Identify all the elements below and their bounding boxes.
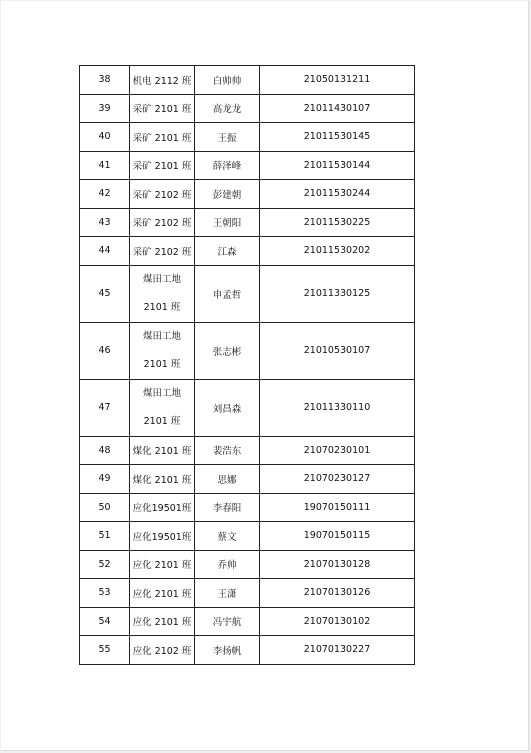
student-id-cell: 21011530225 (260, 208, 415, 237)
class-name-cell: 采矿 2102 班 (130, 208, 195, 237)
row-number-cell: 39 (80, 94, 130, 123)
student-name-cell: 冯宇航 (195, 607, 260, 636)
row-number-cell: 40 (80, 123, 130, 152)
table-row (80, 208, 415, 237)
class-name-cell: 采矿 2102 班 (130, 237, 195, 266)
class-name-cell: 应化 2102 班 (130, 636, 195, 665)
class-name-cell: 采矿 2101 班 (130, 151, 195, 180)
document-page (1, 1, 529, 751)
row-number-cell: 47 (80, 379, 130, 436)
table-row (80, 579, 415, 608)
student-name-cell: 江森 (195, 237, 260, 266)
table-row (80, 237, 415, 266)
row-number-cell: 48 (80, 436, 130, 465)
student-id-cell: 21050131211 (260, 66, 415, 95)
row-number-cell: 49 (80, 465, 130, 494)
class-name-cell: 煤田工地 2101 班 (130, 322, 195, 379)
student-id-cell: 21070130102 (260, 607, 415, 636)
student-id-cell: 21070130128 (260, 550, 415, 579)
row-number-cell: 38 (80, 66, 130, 95)
row-number-cell: 54 (80, 607, 130, 636)
student-name-cell: 裴浩东 (195, 436, 260, 465)
table-row (80, 636, 415, 665)
student-name-cell: 高龙龙 (195, 94, 260, 123)
student-id-cell: 21070130126 (260, 579, 415, 608)
student-id-cell: 21011530202 (260, 237, 415, 266)
row-number-cell: 44 (80, 237, 130, 266)
student-id-cell: 21011430107 (260, 94, 415, 123)
student-id-cell: 21011530145 (260, 123, 415, 152)
student-name-cell: 王潇 (195, 579, 260, 608)
class-name-cell: 机电 2112 班 (130, 66, 195, 95)
table-row (80, 607, 415, 636)
student-name-cell: 蔡文 (195, 522, 260, 551)
student-name-cell: 刘昌森 (195, 379, 260, 436)
table-row (80, 322, 415, 379)
student-id-cell: 21011330110 (260, 379, 415, 436)
student-name-cell: 王朝阳 (195, 208, 260, 237)
class-name-cell: 煤化 2101 班 (130, 465, 195, 494)
table-row (80, 180, 415, 209)
student-name-cell: 彭建朝 (195, 180, 260, 209)
table-row (80, 522, 415, 551)
table-row (80, 465, 415, 494)
class-name-cell: 煤田工地 2101 班 (130, 265, 195, 322)
student-id-cell: 21010530107 (260, 322, 415, 379)
student-name-cell: 王振 (195, 123, 260, 152)
row-number-cell: 50 (80, 493, 130, 522)
class-name-cell: 煤田工地 2101 班 (130, 379, 195, 436)
class-name-cell: 采矿 2101 班 (130, 123, 195, 152)
student-name-cell: 白帅帅 (195, 66, 260, 95)
student-id-cell: 21070130227 (260, 636, 415, 665)
class-name-cell: 应化 2101 班 (130, 550, 195, 579)
row-number-cell: 41 (80, 151, 130, 180)
student-name-cell: 张志彬 (195, 322, 260, 379)
student-id-cell: 21011530144 (260, 151, 415, 180)
class-name-cell: 应化19501班 (130, 493, 195, 522)
student-name-cell: 薛泽峰 (195, 151, 260, 180)
class-name-cell: 采矿 2102 班 (130, 180, 195, 209)
student-id-cell: 21070230127 (260, 465, 415, 494)
table-row (80, 123, 415, 152)
class-name-cell: 采矿 2101 班 (130, 94, 195, 123)
class-name-cell: 应化19501班 (130, 522, 195, 551)
student-name-cell: 李扬帆 (195, 636, 260, 665)
student-name-cell: 李春阳 (195, 493, 260, 522)
row-number-cell: 55 (80, 636, 130, 665)
row-number-cell: 46 (80, 322, 130, 379)
row-number-cell: 51 (80, 522, 130, 551)
student-id-cell: 21011330125 (260, 265, 415, 322)
student-name-cell: 思娜 (195, 465, 260, 494)
student-name-cell: 申孟哲 (195, 265, 260, 322)
roster-body (80, 66, 415, 665)
row-number-cell: 45 (80, 265, 130, 322)
student-roster-table (79, 65, 415, 665)
row-number-cell: 53 (80, 579, 130, 608)
table-row (80, 66, 415, 95)
class-name-cell: 应化 2101 班 (130, 607, 195, 636)
class-name-cell: 煤化 2101 班 (130, 436, 195, 465)
table-row (80, 436, 415, 465)
row-number-cell: 52 (80, 550, 130, 579)
table-row (80, 151, 415, 180)
row-number-cell: 42 (80, 180, 130, 209)
class-name-cell: 应化 2101 班 (130, 579, 195, 608)
student-id-cell: 21011530244 (260, 180, 415, 209)
table-row (80, 265, 415, 322)
table-row (80, 379, 415, 436)
student-id-cell: 19070150111 (260, 493, 415, 522)
student-id-cell: 21070230101 (260, 436, 415, 465)
table-row (80, 550, 415, 579)
student-id-cell: 19070150115 (260, 522, 415, 551)
table-row (80, 493, 415, 522)
row-number-cell: 43 (80, 208, 130, 237)
student-name-cell: 乔帅 (195, 550, 260, 579)
table-row (80, 94, 415, 123)
